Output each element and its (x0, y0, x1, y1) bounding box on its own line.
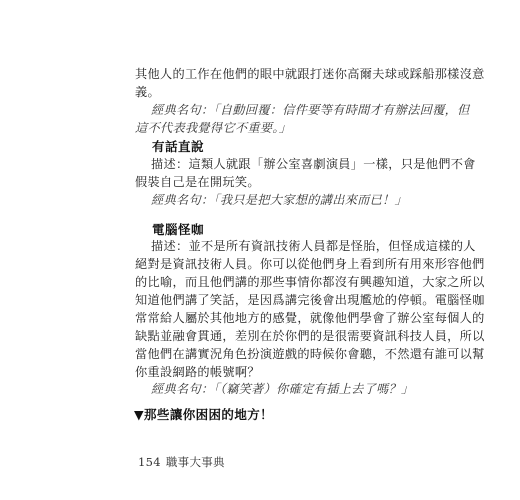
section2-desc-line-3: 的比喻，而且他們講的那些事情你都沒有興趣知道，大家之所以 (135, 275, 485, 289)
section1-desc-line-2: 假裝自己是在開玩笑。 (135, 175, 260, 189)
section1-quote: 經典名句：「我只是把大家想的講出來而已！」 (151, 193, 408, 207)
section2-desc-line-4: 知道他們講了笑話，是因爲講完後會出現尷尬的停頓。電腦怪咖 (135, 293, 485, 307)
section2-desc-line-8: 你重設網路的帳號啊？ (135, 365, 260, 379)
intro-line-1: 其他人的工作在他們的眼中就跟打迷你高爾夫球或踩船那樣沒意 (135, 67, 485, 81)
section2-desc-line-1: 描述：並不是所有資訊技術人員都是怪胎，但怪成這樣的人 (151, 239, 476, 253)
book-title: 職事大事典 (165, 455, 225, 469)
intro-quote-line-1: 經典名句：「自動回覆：信件要等有時間才有辦法回覆，但 (151, 103, 470, 117)
page-number: 154 (138, 455, 161, 469)
section2-desc-line-2: 絕對是資訊技術人員。你可以從他們身上看到所有用來形容他們 (135, 257, 485, 271)
intro-line-2: 義。 (135, 85, 160, 99)
section2-desc-line-6: 缺點並融會貫通，差別在於你們的是很需要資訊科技人員，所以 (135, 329, 485, 343)
intro-quote-line-2: 這不代表我覺得它不重要。」 (135, 121, 292, 135)
section2-quote: 經典名句：「（竊笑著）你確定有插上去了嗎？」 (151, 382, 414, 396)
section-heading-straight-talker: 有話直說 (152, 139, 205, 154)
section2-desc-line-7: 當他們在講實況角色扮演遊戲的時候你會聽，不然還有誰可以幫 (135, 347, 485, 361)
page-footer (138, 454, 225, 470)
section1-desc-line-1: 描述：這類人就跟「辦公室喜劇演員」一樣，只是他們不會 (151, 157, 476, 171)
section-heading-computer-geek: 電腦怪咖 (152, 222, 205, 237)
section2-desc-line-5: 常常給人屬於其他地方的感覺，就像他們學會了辦公室每個人的 (135, 311, 485, 325)
closing-heading: ▼那些讓你困困的地方！ (134, 407, 274, 422)
